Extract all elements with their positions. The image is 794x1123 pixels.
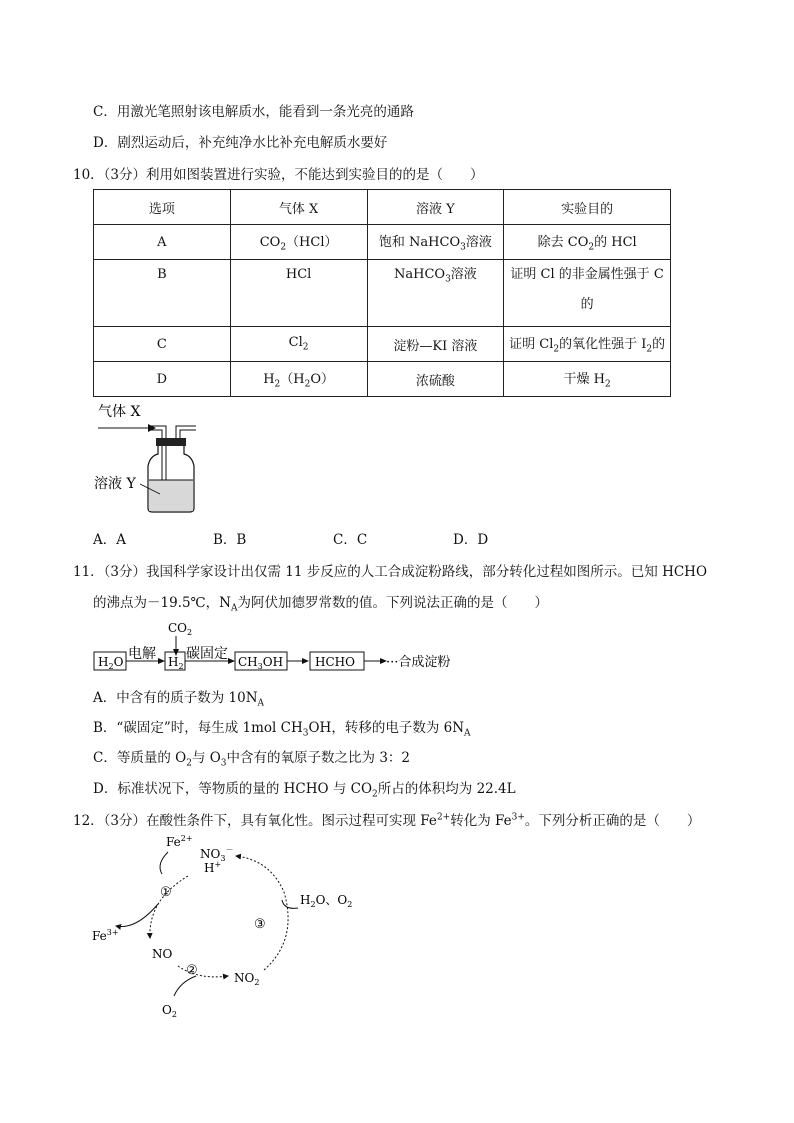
h2o-o2-in-arrow xyxy=(282,900,298,908)
header-cell: 选项 xyxy=(94,190,231,225)
gas-x-label: 气体 X xyxy=(98,404,141,420)
header-cell: 实验目的 xyxy=(504,190,671,225)
header-cell: 溶液 Y xyxy=(367,190,504,225)
solution-cell: NaHCO$_3$溶液 xyxy=(367,260,504,327)
arrow-2-head xyxy=(228,658,235,664)
no2-label: $NO_2$ xyxy=(234,971,260,987)
header-cell: 气体 X xyxy=(230,190,367,225)
table-row xyxy=(94,260,671,327)
h2o-o2-label: $H_2O$、$O_2$ xyxy=(300,893,353,909)
option-cell: D xyxy=(94,362,231,397)
aim-cell: 证明 Cl 的非金属性强于 C 的 xyxy=(504,260,671,327)
solution-cell: 浓硫酸 xyxy=(367,362,504,397)
option-cell: C xyxy=(94,327,231,362)
rubber-stopper xyxy=(156,438,186,446)
h2o-label: $H_2O$ xyxy=(98,655,124,671)
gas-cell: $CO_2(HCl)$ xyxy=(230,225,367,260)
q9-option-c: C．用激光笔照射该电解质水，能看到一条光亮的通路 xyxy=(93,104,414,120)
starch-label: ···合成淀粉 xyxy=(386,655,451,670)
q9-option-d: D．剧烈运动后，补充纯净水比补充电解质水要好 xyxy=(93,135,388,151)
fe3-out-arrow xyxy=(116,904,158,927)
table-row xyxy=(94,362,671,397)
q11-option-d: D．标准状况下，等物质的量的 HCHO 与 $CO_2$所占的体积均为 22.4L xyxy=(93,781,516,800)
q12-stem: 12．（3分）在酸性条件下，具有氧化性。图示过程可实现 $Fe^{2+}$转化为 $Fe^{3+}$。下列分析正确的是（ ） xyxy=(73,812,701,829)
nitrate-label: $NO_3^-$ xyxy=(200,845,234,863)
starch-synthesis-flow-diagram xyxy=(90,614,470,676)
q11-option-c: C．等质量的 $O_2$与 $O_3$中含有的氧原子数之比为 3：2 xyxy=(93,750,411,769)
q11-stem-line2: 的沸点为－19.5℃，$N_A$为阿伏加德罗常数的值。下列说法正确的是（ ） xyxy=(93,595,548,614)
fe3-label: $Fe^{3+}$ xyxy=(92,928,119,943)
gas-washing-bottle-diagram xyxy=(90,400,210,516)
table-row xyxy=(94,327,671,362)
fe2-in-arrow xyxy=(160,852,168,874)
option-a: A．A xyxy=(93,532,126,548)
option-cell: A xyxy=(94,225,231,260)
aim-cell: 除去 $CO_2$的 HCl xyxy=(504,225,671,260)
h-plus-label: H+ xyxy=(204,860,222,875)
q10-options xyxy=(93,528,573,548)
ch3oh-label: $CH_3OH$ xyxy=(238,655,284,671)
solution-cell: 淀粉—KI 溶液 xyxy=(367,327,504,362)
iron-nitrogen-cycle-diagram xyxy=(88,830,368,1026)
table-header-row xyxy=(94,190,671,225)
co2-label: $CO_2$ xyxy=(168,621,193,637)
o2-label: $O_2$ xyxy=(162,1003,177,1019)
q10-stem: 10．（3分）利用如图装置进行实验，不能达到实验目的的是（ ） xyxy=(73,167,484,183)
aim-cell: 证明 $Cl_2$的氧化性强于 $I_2$的 xyxy=(504,327,671,362)
o2-in-arrow xyxy=(174,976,196,996)
arrow-3-head xyxy=(302,658,309,664)
gas-cell: $Cl_2$ xyxy=(230,327,367,362)
electrolysis-label: 电解 xyxy=(128,646,156,662)
option-cell: B xyxy=(94,260,231,327)
carbon-fixation-label: 碳固定 xyxy=(186,646,228,662)
arrow-1-head xyxy=(158,658,165,664)
gas-cell: HCl xyxy=(230,260,367,327)
q11-option-a: A．中含有的质子数为 $10N_A$ xyxy=(93,690,265,709)
step-1-label: ① xyxy=(160,885,172,900)
solution-cell: 饱和 NaHCO$_3$溶液 xyxy=(367,225,504,260)
aim-cell: 干燥 $H_2$ xyxy=(504,362,671,397)
table-row xyxy=(94,225,671,260)
inlet-arrowhead xyxy=(148,424,156,432)
fe2-label: $Fe^{2+}$ xyxy=(166,834,193,849)
q11-option-b: B．“碳固定”时，每生成 1mol $CH_3OH$，转移的电子数为 $6N_A$ xyxy=(93,720,471,739)
solution-y-label: 溶液 Y xyxy=(94,476,136,492)
option-b: B．B xyxy=(213,532,247,548)
no-label: NO xyxy=(152,947,173,961)
gas-cell: $H_2(H_2O)$ xyxy=(230,362,367,397)
arc-step-3 xyxy=(236,856,288,970)
q11-stem-line1: 11．（3分）我国科学家设计出仅需 11 步反应的人工合成淀粉路线，部分转化过程如图所示。已知 HCHO xyxy=(73,564,708,580)
option-d: D．D xyxy=(453,532,489,548)
step-2-label: ② xyxy=(186,963,198,978)
h2-label: $H_2$ xyxy=(168,655,184,671)
step-3-label: ③ xyxy=(254,917,266,932)
q10-table xyxy=(93,189,671,397)
hcho-label: HCHO xyxy=(315,655,355,669)
option-c: C．C xyxy=(333,532,368,548)
liquid-fill xyxy=(149,480,193,511)
